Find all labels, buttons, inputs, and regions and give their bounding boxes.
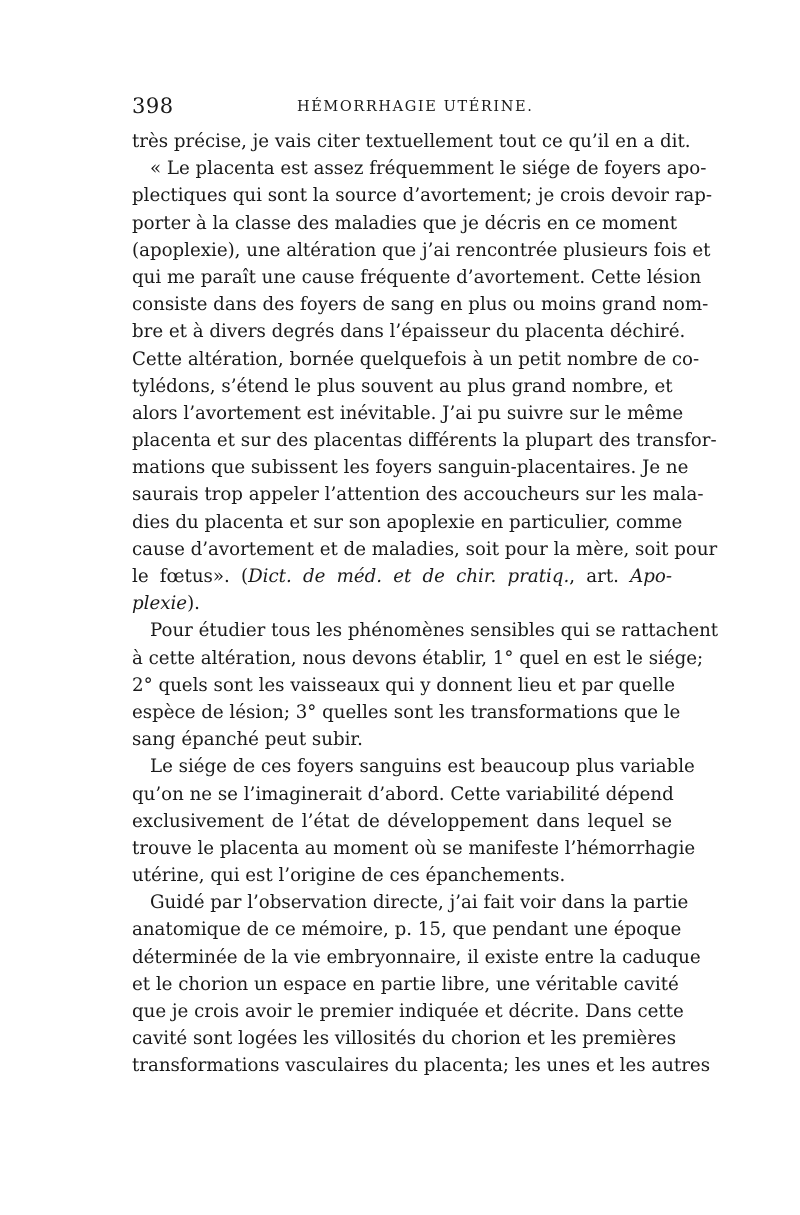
text-line: qu’on ne se l’imaginerait d’abord. Cette variabilité dépend — [132, 783, 674, 805]
text-line: exclusivement de l’état de développement dans lequel se — [132, 810, 672, 832]
body-text — [132, 128, 719, 1080]
text-line: déterminée de la vie embryonnaire, il existe entre la caduque — [132, 946, 701, 968]
text-line: porter à la classe des maladies que je décris en ce moment — [132, 212, 678, 234]
citation-line: plexie). — [132, 593, 200, 615]
text-line: cavité sont logées les villosités du chorion et les premières — [132, 1028, 677, 1050]
text-line: anatomique de ce mémoire, p. 15, que pendant une époque — [132, 919, 682, 941]
text-line: (apoplexie), une altération que j’ai rencontrée plusieurs fois et — [132, 239, 711, 261]
text-line: et le chorion un espace en partie libre, une véritable cavité — [132, 973, 679, 995]
text-line: à cette altération, nous devons établir, 1° quel en est le siége; — [132, 647, 704, 669]
page-number: 398 — [132, 94, 174, 118]
text-line: « Le placenta est assez fréquemment le siége de foyers apo- — [150, 158, 707, 180]
text-line: espèce de lésion; 3° quelles sont les transformations que le — [132, 701, 681, 723]
text-line: sang épanché peut subir. — [132, 729, 363, 751]
text-line: tylédons, s’étend le plus souvent au plus grand nombre, et — [132, 375, 673, 397]
text-line: qui me paraît une cause fréquente d’avortement. Cette lésion — [132, 266, 702, 288]
text-line: consiste dans des foyers de sang en plus ou moins grand nom- — [132, 294, 709, 316]
text-line: plectiques qui sont la source d’avortement; je crois devoir rap- — [132, 185, 713, 207]
text-line: placenta et sur des placentas différents la plupart des transfor- — [132, 430, 717, 452]
text-line: très précise, je vais citer textuellement tout ce qu’il en a dit. — [132, 131, 691, 152]
text-line: alors l’avortement est inévitable. J’ai pu suivre sur le même — [132, 402, 684, 424]
text-line: utérine, qui est l’origine de ces épanchements. — [132, 865, 566, 887]
text-line: trouve le placenta au moment où se manifeste l’hémorrhagie — [132, 837, 696, 859]
text-line: mations que subissent les foyers sanguin-placentaires. Je ne — [132, 457, 689, 479]
citation-line: le fœtus». (Dict. de méd. et de chir. pratiq., art. Apo- — [132, 566, 673, 587]
text-line: Cette altération, bornée quelquefois à un petit nombre de co- — [132, 348, 700, 370]
page-header — [132, 94, 672, 118]
text-line: Guidé par l’observation directe, j’ai fait voir dans la partie — [150, 892, 689, 914]
text-line: saurais trop appeler l’attention des accoucheurs sur les mala- — [132, 484, 704, 506]
text-line: dies du placenta et sur son apoplexie en particulier, comme — [132, 511, 683, 533]
text-line: bre et à divers degrés dans l’épaisseur du placenta déchiré. — [132, 321, 686, 343]
text-line: que je crois avoir le premier indiquée et décrite. Dans cette — [132, 1001, 684, 1022]
text-line: Le siége de ces foyers sanguins est beaucoup plus variable — [150, 756, 695, 778]
text-line: cause d’avortement et de maladies, soit pour la mère, soit pour — [132, 538, 718, 560]
text-line: 2° quels sont les vaisseaux qui y donnent lieu et par quelle — [132, 674, 676, 696]
running-title: HÉMORRHAGIE UTÉRINE. — [297, 99, 534, 115]
text-line: transformations vasculaires du placenta; les unes et les autres — [132, 1055, 711, 1077]
text-line: Pour étudier tous les phénomènes sensibles qui se rattachent — [150, 620, 719, 642]
